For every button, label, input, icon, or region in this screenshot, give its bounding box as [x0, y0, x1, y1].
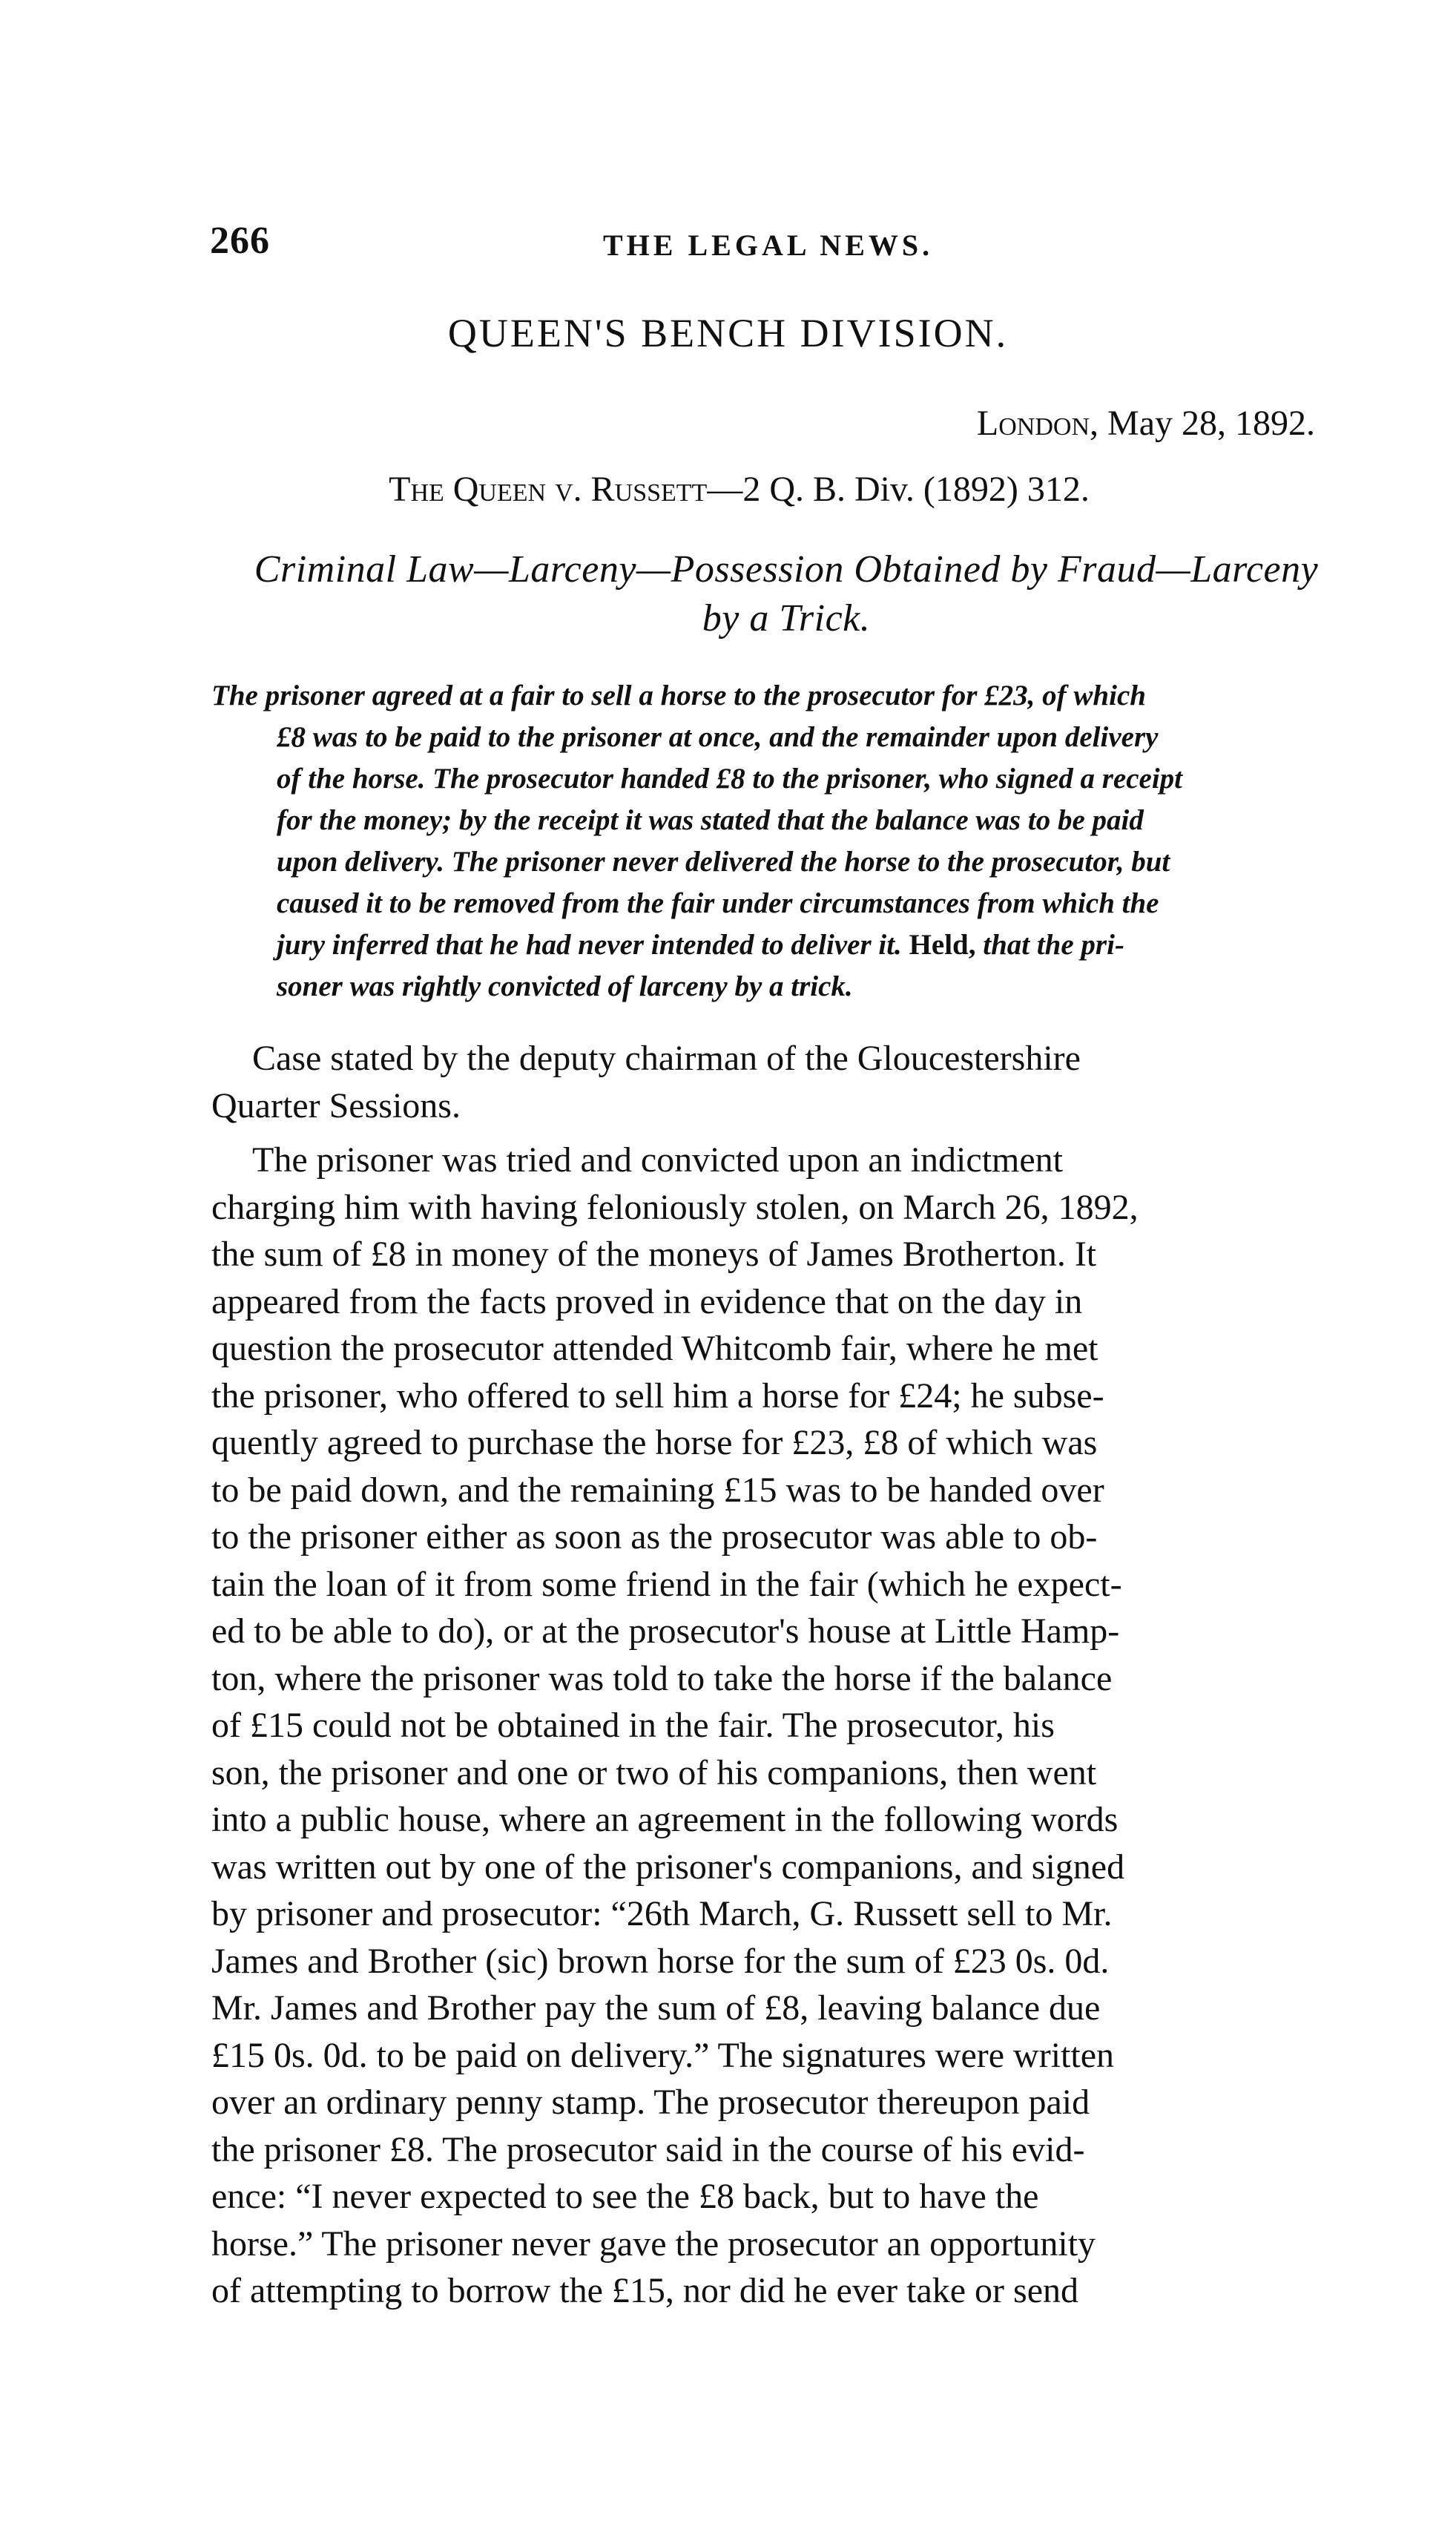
body-line: ence: “I never expected to see the £8 back, but to have the — [211, 2177, 1039, 2216]
body-line: by prisoner and prosecutor: “26th March, G. Russett sell to Mr. — [211, 1894, 1113, 1933]
body-line: question the prosecutor attended Whitcomb fair, where he met — [211, 1329, 1098, 1368]
body-line: of attempting to borrow the £15, nor did he ever take or send — [211, 2271, 1079, 2310]
body-line: The prisoner was tried and convicted upon an indictment — [252, 1140, 1064, 1180]
body-line: horse.” The prisoner never gave the prosecutor an opportunity — [211, 2223, 1096, 2264]
body-line: the prisoner £8. The prosecutor said in the course of his evid- — [211, 2129, 1085, 2169]
headnote-line: £8 was to be paid to the prisoner at once, and the remainder upon delivery — [277, 721, 1159, 753]
case-citation: —2 Q. B. Div. (1892) 312. — [707, 470, 1090, 509]
subject-line-2: by a Trick. — [702, 597, 871, 640]
body-line: son, the prisoner and one or two of his companions, then went — [211, 1752, 1097, 1792]
subject-line-1: Criminal Law—Larceny—Possession Obtained by Fraud—Larceny — [254, 548, 1319, 591]
body-line: tain the loan of it from some friend in the fair (which he expect- — [211, 1564, 1122, 1604]
body-line: ton, where the prisoner was told to take the horse if the balance — [211, 1658, 1113, 1698]
headnote-line: jury inferred that he had never intended to deliver it. — [277, 929, 902, 961]
body-line: the sum of £8 in money of the moneys of James Brotherton. It — [211, 1235, 1097, 1274]
headnote-line: soner was rightly convicted of larceny by a trick. — [277, 970, 853, 1002]
paragraph-gap — [211, 1129, 1368, 1137]
dateline — [977, 403, 1315, 444]
body-line: the prisoner, who offered to sell him a horse for £24; he subse- — [211, 1375, 1104, 1416]
headnote-line: The prisoner agreed at a fair to sell a horse to the prosecutor for £23, of which — [211, 680, 1146, 711]
headnote-line: for the money; by the receipt it was stated that the balance was to be paid — [277, 804, 1144, 836]
body-line: to be paid down, and the remaining £15 was to be handed over — [211, 1470, 1104, 1510]
body-line: Mr. James and Brother pay the sum of £8, leaving balance due — [211, 1988, 1101, 2028]
body-line: into a public house, where an agreement in the following words — [211, 1800, 1119, 1839]
held-text: that the pri- — [983, 929, 1124, 961]
headnote-line: upon delivery. The prisoner never delivered the horse to the prosecutor, but — [277, 846, 1170, 878]
headnote-line: caused it to be removed from the fair under circumstances from which the — [277, 887, 1159, 919]
subject-heading — [211, 545, 1361, 643]
dateline-place: London — [976, 404, 1090, 443]
body-line: Case stated by the deputy chairman of the Gloucestershire — [252, 1039, 1081, 1078]
body-line: charging him with having feloniously stolen, on March 26, 1892, — [211, 1187, 1139, 1227]
headnote — [211, 675, 1365, 1008]
headnote-line: of the horse. The prosecutor handed £8 to the prisoner, who signed a receipt — [277, 763, 1182, 795]
page-number: 266 — [210, 220, 270, 262]
case-parties: The Queen v. Russett — [389, 470, 708, 509]
body-text — [211, 1035, 1368, 2315]
body-line: was written out by one of the prisoner's companions, and signed — [211, 1847, 1125, 1887]
body-line: to the prisoner either as soon as the prosecutor was able to ob- — [211, 1517, 1098, 1557]
body-line: Quarter Sessions. — [211, 1085, 461, 1125]
body-line: appeared from the facts proved in evidence that on the day in — [211, 1281, 1083, 1321]
body-line: of £15 could not be obtained in the fair. The prosecutor, his — [211, 1706, 1055, 1745]
headnote-held-line — [211, 924, 1365, 966]
journal-title: THE LEGAL NEWS. — [603, 229, 934, 262]
court-heading: QUEEN'S BENCH DIVISION. — [447, 311, 1009, 355]
body-line: James and Brother (sic) brown horse for the sum of £23 0s. 0d. — [211, 1941, 1110, 1981]
held-label: Held, — [909, 929, 976, 961]
body-line: £15 0s. 0d. to be paid on delivery.” The signatures were written — [211, 2035, 1115, 2075]
case-title — [0, 469, 1456, 510]
dateline-date: , May 28, 1892. — [1090, 404, 1315, 443]
body-line: ed to be able to do), or at the prosecutor's house at Little Hamp- — [211, 1611, 1120, 1651]
body-line: over an ordinary penny stamp. The prosecutor thereupon paid — [211, 2083, 1090, 2122]
running-header — [210, 219, 1360, 271]
body-line: quently agreed to purchase the horse for £23, £8 of which was — [211, 1423, 1098, 1462]
